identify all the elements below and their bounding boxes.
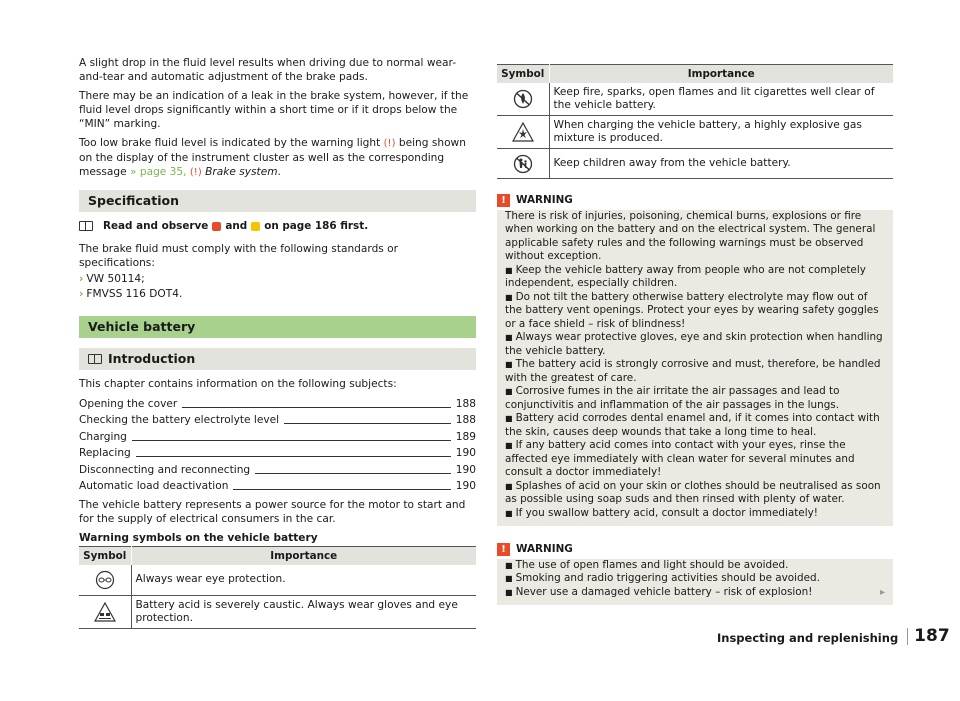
warning-header: ! WARNING xyxy=(497,192,893,210)
toc-item[interactable]: Disconnecting and reconnecting 190 xyxy=(79,463,476,476)
page-number: 187 xyxy=(907,628,950,645)
symbol-column-header: Symbol xyxy=(79,547,131,566)
paragraph-leak: There may be an indication of a leak in the brake system, however, if the fluid level drops significantly within a short time or if it drops below the “MIN” marking. xyxy=(79,90,469,130)
warning-item: ■ Always wear protective gloves, eye and skin protection when handling the vehicle battery. xyxy=(505,331,883,357)
warning-item: ■ Never use a damaged vehicle battery – risk of explosion! xyxy=(505,585,813,598)
warning-item: ■ Do not tilt the battery otherwise battery electrolyte may flow out of the battery vent openings. Protect your eyes by wearing safety goggles or a face shield – risk of blindness! xyxy=(505,290,879,330)
warning-item: ■ Smoking and radio triggering activities should be avoided. xyxy=(505,572,820,584)
chapter-title: Inspecting and replenishing xyxy=(717,631,899,645)
warning-item: ■ Battery acid corrodes dental enamel and, if it comes into contact with the skin, causes deep wounds that take a long time to heal. xyxy=(505,412,880,438)
warning-item: ■ Corrosive fumes in the air irritate the air passages and lead to conjunctivitis and inflammation of the air passages in the lungs. xyxy=(505,385,840,411)
vehicle-battery-heading: Vehicle battery xyxy=(79,316,476,338)
no-fire-icon xyxy=(512,89,534,109)
table-row: Battery acid is severely caustic. Always wear gloves and eye protection. xyxy=(79,595,476,628)
introduction-heading: Introduction xyxy=(79,348,476,370)
table-row: When charging the vehicle battery, a highly explosive gas mixture is produced. xyxy=(497,116,893,149)
warning-triangle-icon: ! xyxy=(497,543,510,556)
table-row: Keep children away from the vehicle battery. xyxy=(497,149,893,179)
warning-item: ■ Keep the vehicle battery away from people who are not completely independent, especially children. xyxy=(505,263,866,289)
eye-protection-icon xyxy=(94,570,116,590)
toc-item[interactable]: Automatic load deactivation 190 xyxy=(79,480,476,492)
toc-item[interactable]: Checking the battery electrolyte level 188 xyxy=(79,414,476,426)
table-row: Keep fire, sparks, open flames and lit cigarettes well clear of the vehicle battery. xyxy=(497,83,893,116)
left-column xyxy=(79,56,476,629)
table-of-contents xyxy=(79,394,476,493)
note-yellow-icon[interactable] xyxy=(251,222,260,231)
warning-item: ■ If you swallow battery acid, consult a doctor immediately! xyxy=(505,506,818,519)
book-icon xyxy=(88,354,102,364)
keep-children-away-icon xyxy=(512,154,534,174)
warning-item: ■ Splashes of acid on your skin or clothes should be neutralised as soon as possible using soap suds and then rinsed with plenty of water. xyxy=(505,479,881,505)
importance-column-header: Importance xyxy=(549,65,893,84)
warning-header: ! WARNING xyxy=(497,541,893,559)
warning-item: ■ If any battery acid comes into contact with your eyes, rinse the affected eye immediately with clean water for several minutes and consult a doctor immediately! xyxy=(505,439,855,478)
explosive-gas-icon xyxy=(512,122,534,142)
caustic-acid-icon xyxy=(94,602,116,622)
page-reference-link[interactable]: » page 35, xyxy=(130,166,187,178)
read-and-observe-line: Read and observe and on page 186 first. xyxy=(79,219,476,233)
book-icon xyxy=(79,221,93,231)
paragraph-fluid-drop: A slight drop in the fluid level results when driving due to normal wear-and-tear and automatic adjustment of the brake pads. xyxy=(79,57,457,83)
arrow-bullet-icon: › xyxy=(79,273,84,285)
importance-column-header: Importance xyxy=(131,547,476,566)
warning-box-explosion xyxy=(497,541,893,605)
toc-item[interactable]: Replacing 190 xyxy=(79,447,476,459)
brake-warning-icon: (!) xyxy=(383,138,396,149)
spec-item: › VW 50114; xyxy=(79,273,145,285)
warning-item: ■ The use of open flames and light should be avoided. xyxy=(505,558,789,571)
brake-warning-icon-2: (!) xyxy=(189,167,202,178)
warning-symbols-table-left xyxy=(79,546,476,629)
warning-item: ■ The battery acid is strongly corrosive and must, therefore, be handled with the greatest of care. xyxy=(505,358,881,384)
spec-item: › FMVSS 116 DOT4. xyxy=(79,288,183,300)
warning-symbols-table-right xyxy=(497,64,893,179)
table-title: Warning symbols on the vehicle battery xyxy=(79,532,318,544)
page-footer xyxy=(717,628,950,645)
battery-description: The vehicle battery represents a power source for the motor to start and for the supply of electrical consumers in the car. xyxy=(79,499,466,525)
brake-fluid-spec-text: The brake fluid must comply with the following standards or specifications: xyxy=(79,243,399,269)
toc-item[interactable]: Charging 189 xyxy=(79,430,476,443)
warning-red-icon[interactable] xyxy=(212,222,221,231)
right-column xyxy=(497,64,893,605)
continue-arrow-icon: ▸ xyxy=(879,586,885,598)
arrow-bullet-icon: › xyxy=(79,288,84,300)
warning-intro: There is risk of injuries, poisoning, chemical burns, explosions or fire when working on the battery and on the electrical system. The general applicable safety rules and the following warnings must be observed without exception. xyxy=(505,209,876,262)
toc-item[interactable]: Opening the cover 188 xyxy=(79,397,476,410)
warning-box-battery-safety xyxy=(497,192,893,526)
table-row: Always wear eye protection. xyxy=(79,565,476,595)
symbol-column-header: Symbol xyxy=(497,65,549,84)
chapter-intro-text: This chapter contains information on the following subjects: xyxy=(79,378,397,390)
warning-triangle-icon: ! xyxy=(497,194,510,207)
specification-heading: Specification xyxy=(79,190,476,212)
paragraph-warning-light: Too low brake fluid level is indicated by the warning light (!) being shown on the display of the instrument cluster as well as the corresponding message » page 35, (!) Brake system. xyxy=(79,137,466,178)
